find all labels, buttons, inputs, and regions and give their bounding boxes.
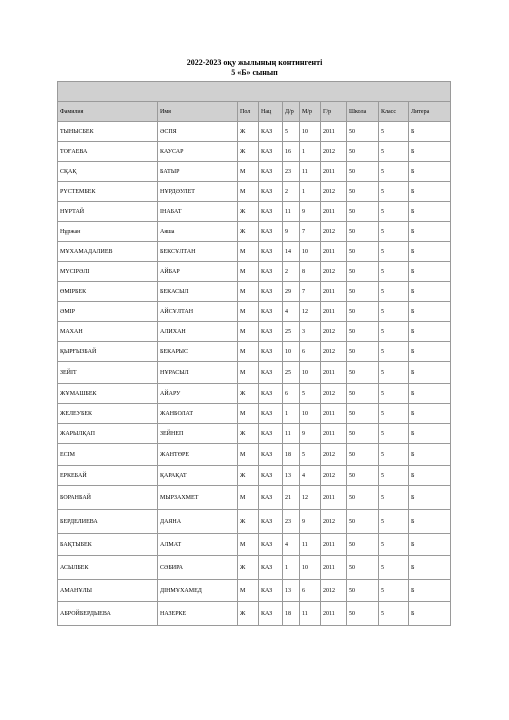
gender-cell: Ж (238, 466, 259, 486)
name-cell: ЖАНБОЛАТ (158, 404, 238, 424)
name-cell: АЙБАР (158, 262, 238, 282)
grade-cell: 5 (379, 384, 409, 404)
letter-cell: Б (409, 182, 451, 202)
birth-year-cell: 2011 (321, 404, 347, 424)
letter-cell: Б (409, 362, 451, 384)
table-row (58, 202, 451, 222)
name-cell: ІНАБАТ (158, 202, 238, 222)
school-cell: 50 (347, 242, 379, 262)
birth-day-cell: 6 (283, 384, 300, 404)
birth-month-cell: 10 (300, 362, 321, 384)
letter-cell: Б (409, 534, 451, 556)
surname-cell: ЖЕЛЕУБЕК (58, 404, 158, 424)
name-cell: Аяша (158, 222, 238, 242)
birth-day-cell: 23 (283, 162, 300, 182)
letter-cell: Б (409, 162, 451, 182)
birth-year-cell: 2012 (321, 182, 347, 202)
name-cell: КАУСАР (158, 142, 238, 162)
birth-month-cell: 9 (300, 202, 321, 222)
gender-cell: Ж (238, 384, 259, 404)
birth-day-cell: 11 (283, 202, 300, 222)
surname-cell: МАХАН (58, 322, 158, 342)
column-header: Школа (347, 102, 379, 122)
school-cell: 50 (347, 322, 379, 342)
letter-cell: Б (409, 222, 451, 242)
name-cell: ҚАРАҚАТ (158, 466, 238, 486)
letter-cell: Б (409, 580, 451, 602)
table-row (58, 486, 451, 510)
school-cell: 50 (347, 222, 379, 242)
table-row (58, 444, 451, 466)
birth-day-cell: 2 (283, 182, 300, 202)
nationality-cell: КАЗ (259, 202, 283, 222)
gender-cell: М (238, 302, 259, 322)
school-cell: 50 (347, 182, 379, 202)
birth-month-cell: 10 (300, 404, 321, 424)
surname-cell: МҮСІРӘЛІ (58, 262, 158, 282)
school-cell: 50 (347, 262, 379, 282)
school-cell: 50 (347, 534, 379, 556)
surname-cell: АБРОЙБЕРДЫЕВА (58, 602, 158, 626)
name-cell: СӘБИРА (158, 556, 238, 580)
table-row (58, 466, 451, 486)
letter-cell: Б (409, 466, 451, 486)
gender-cell: М (238, 444, 259, 466)
grade-cell: 5 (379, 322, 409, 342)
surname-cell: НҰРТАЙ (58, 202, 158, 222)
birth-day-cell: 1 (283, 556, 300, 580)
table-row (58, 262, 451, 282)
grade-cell: 5 (379, 262, 409, 282)
surname-cell: ЕСІМ (58, 444, 158, 466)
gender-cell: Ж (238, 424, 259, 444)
birth-year-cell: 2011 (321, 282, 347, 302)
birth-month-cell: 6 (300, 580, 321, 602)
birth-day-cell: 2 (283, 262, 300, 282)
birth-year-cell: 2011 (321, 556, 347, 580)
nationality-cell: КАЗ (259, 602, 283, 626)
school-cell: 50 (347, 142, 379, 162)
name-cell: МЫРЗАХМЕТ (158, 486, 238, 510)
grade-cell: 5 (379, 242, 409, 262)
name-cell: БЕКАСЫЛ (158, 282, 238, 302)
title-line-class: 5 «Б» сынып (231, 68, 278, 77)
nationality-cell: КАЗ (259, 384, 283, 404)
nationality-cell: КАЗ (259, 342, 283, 362)
school-cell: 50 (347, 466, 379, 486)
grade-cell: 5 (379, 182, 409, 202)
nationality-cell: КАЗ (259, 580, 283, 602)
nationality-cell: КАЗ (259, 404, 283, 424)
gender-cell: М (238, 242, 259, 262)
grade-cell: 5 (379, 142, 409, 162)
name-cell: НҰРДӘУЛЕТ (158, 182, 238, 202)
surname-cell: ЖҰМАШБЕК (58, 384, 158, 404)
name-cell: НҰРАСЫЛ (158, 362, 238, 384)
nationality-cell: КАЗ (259, 222, 283, 242)
birth-year-cell: 2011 (321, 162, 347, 182)
birth-year-cell: 2012 (321, 444, 347, 466)
nationality-cell: КАЗ (259, 362, 283, 384)
nationality-cell: КАЗ (259, 262, 283, 282)
birth-year-cell: 2012 (321, 262, 347, 282)
birth-year-cell: 2011 (321, 602, 347, 626)
name-cell: ӘСПЯ (158, 122, 238, 142)
school-cell: 50 (347, 282, 379, 302)
birth-month-cell: 11 (300, 534, 321, 556)
nationality-cell: КАЗ (259, 282, 283, 302)
birth-year-cell: 2012 (321, 580, 347, 602)
column-header: Класс (379, 102, 409, 122)
nationality-cell: КАЗ (259, 322, 283, 342)
nationality-cell: КАЗ (259, 444, 283, 466)
birth-day-cell: 9 (283, 222, 300, 242)
birth-month-cell: 7 (300, 222, 321, 242)
column-header: Имя (158, 102, 238, 122)
surname-cell: РҮСТЕМБЕК (58, 182, 158, 202)
birth-year-cell: 2011 (321, 302, 347, 322)
nationality-cell: КАЗ (259, 424, 283, 444)
gender-cell: М (238, 486, 259, 510)
name-cell: АЛМАТ (158, 534, 238, 556)
letter-cell: Б (409, 122, 451, 142)
nationality-cell: КАЗ (259, 466, 283, 486)
name-cell: АЙАРУ (158, 384, 238, 404)
nationality-cell: КАЗ (259, 142, 283, 162)
nationality-cell: КАЗ (259, 556, 283, 580)
grade-cell: 5 (379, 466, 409, 486)
school-cell: 50 (347, 424, 379, 444)
school-cell: 50 (347, 444, 379, 466)
table-row (58, 362, 451, 384)
grade-cell: 5 (379, 282, 409, 302)
surname-cell: Нұржан (58, 222, 158, 242)
birth-year-cell: 2012 (321, 466, 347, 486)
birth-year-cell: 2012 (321, 142, 347, 162)
birth-day-cell: 14 (283, 242, 300, 262)
birth-year-cell: 2011 (321, 202, 347, 222)
surname-cell: ТЫНЫСБЕК (58, 122, 158, 142)
surname-cell: ЖАРЫЛҚАП (58, 424, 158, 444)
surname-cell: АСЫЛБЕК (58, 556, 158, 580)
gender-cell: М (238, 534, 259, 556)
birth-day-cell: 11 (283, 424, 300, 444)
school-cell: 50 (347, 580, 379, 602)
birth-day-cell: 4 (283, 302, 300, 322)
grade-cell: 5 (379, 404, 409, 424)
gender-cell: М (238, 404, 259, 424)
nationality-cell: КАЗ (259, 162, 283, 182)
title-line-year: 2022-2023 оқу жылының контингенті (186, 58, 323, 67)
gender-cell: Ж (238, 122, 259, 142)
surname-cell: ӨМІРБЕК (58, 282, 158, 302)
gender-cell: М (238, 262, 259, 282)
table-row (58, 556, 451, 580)
birth-day-cell: 29 (283, 282, 300, 302)
surname-cell: БОРАНБАЙ (58, 486, 158, 510)
letter-cell: Б (409, 424, 451, 444)
grade-cell: 5 (379, 486, 409, 510)
nationality-cell: КАЗ (259, 302, 283, 322)
table-header-band (58, 82, 451, 102)
birth-month-cell: 11 (300, 602, 321, 626)
grade-cell: 5 (379, 222, 409, 242)
grade-cell: 5 (379, 122, 409, 142)
school-cell: 50 (347, 602, 379, 626)
birth-month-cell: 1 (300, 182, 321, 202)
birth-day-cell: 4 (283, 534, 300, 556)
grade-cell: 5 (379, 444, 409, 466)
table-row (58, 322, 451, 342)
birth-month-cell: 3 (300, 322, 321, 342)
table-row (58, 342, 451, 362)
birth-year-cell: 2011 (321, 486, 347, 510)
birth-month-cell: 10 (300, 556, 321, 580)
name-cell: АЛИХАН (158, 322, 238, 342)
birth-day-cell: 25 (283, 322, 300, 342)
school-cell: 50 (347, 342, 379, 362)
grade-cell: 5 (379, 342, 409, 362)
name-cell: ДІНМҰХАМЕД (158, 580, 238, 602)
birth-year-cell: 2012 (321, 322, 347, 342)
birth-year-cell: 2011 (321, 122, 347, 142)
grade-cell: 5 (379, 302, 409, 322)
surname-cell: СҚАҚ (58, 162, 158, 182)
birth-year-cell: 2011 (321, 362, 347, 384)
school-cell: 50 (347, 486, 379, 510)
letter-cell: Б (409, 556, 451, 580)
table-row (58, 142, 451, 162)
nationality-cell: КАЗ (259, 242, 283, 262)
gender-cell: М (238, 182, 259, 202)
birth-month-cell: 11 (300, 162, 321, 182)
birth-day-cell: 16 (283, 142, 300, 162)
column-header: Фамилия (58, 102, 158, 122)
birth-month-cell: 10 (300, 242, 321, 262)
birth-day-cell: 13 (283, 580, 300, 602)
table-row (58, 602, 451, 626)
school-cell: 50 (347, 162, 379, 182)
birth-day-cell: 13 (283, 466, 300, 486)
school-cell: 50 (347, 202, 379, 222)
birth-day-cell: 18 (283, 444, 300, 466)
school-cell: 50 (347, 362, 379, 384)
school-cell: 50 (347, 302, 379, 322)
gender-cell: Ж (238, 556, 259, 580)
column-header: Г/р (321, 102, 347, 122)
column-header: Литера (409, 102, 451, 122)
surname-cell: БАҚТЫБЕК (58, 534, 158, 556)
table-row (58, 242, 451, 262)
birth-day-cell: 21 (283, 486, 300, 510)
grade-cell: 5 (379, 580, 409, 602)
nationality-cell: КАЗ (259, 182, 283, 202)
birth-day-cell: 1 (283, 404, 300, 424)
birth-month-cell: 5 (300, 444, 321, 466)
birth-month-cell: 9 (300, 424, 321, 444)
birth-month-cell: 7 (300, 282, 321, 302)
gender-cell: М (238, 580, 259, 602)
nationality-cell: КАЗ (259, 534, 283, 556)
birth-month-cell: 12 (300, 302, 321, 322)
letter-cell: Б (409, 262, 451, 282)
letter-cell: Б (409, 486, 451, 510)
grade-cell: 5 (379, 510, 409, 534)
letter-cell: Б (409, 510, 451, 534)
birth-month-cell: 10 (300, 122, 321, 142)
school-cell: 50 (347, 122, 379, 142)
nationality-cell: КАЗ (259, 122, 283, 142)
birth-month-cell: 9 (300, 510, 321, 534)
birth-month-cell: 5 (300, 384, 321, 404)
name-cell: БЕКАРЫС (158, 342, 238, 362)
letter-cell: Б (409, 282, 451, 302)
surname-cell: ЗЕЙІТ (58, 362, 158, 384)
name-cell: ДАЯНА (158, 510, 238, 534)
name-cell: ЗЕЙНЕП (158, 424, 238, 444)
letter-cell: Б (409, 404, 451, 424)
column-header: М/р (300, 102, 321, 122)
surname-cell: БЕРДЕЛИЕВА (58, 510, 158, 534)
table-row (58, 580, 451, 602)
table-row (58, 282, 451, 302)
name-cell: БАТЫР (158, 162, 238, 182)
column-header: Пол (238, 102, 259, 122)
birth-day-cell: 18 (283, 602, 300, 626)
birth-day-cell: 23 (283, 510, 300, 534)
table-row (58, 182, 451, 202)
grade-cell: 5 (379, 556, 409, 580)
grade-cell: 5 (379, 362, 409, 384)
table-row (58, 534, 451, 556)
name-cell: ЖАНТӨРЕ (158, 444, 238, 466)
school-cell: 50 (347, 556, 379, 580)
birth-year-cell: 2012 (321, 222, 347, 242)
nationality-cell: КАЗ (259, 486, 283, 510)
surname-cell: ҚЫРҒЫЗБАЙ (58, 342, 158, 362)
letter-cell: Б (409, 322, 451, 342)
gender-cell: М (238, 162, 259, 182)
table-row (58, 424, 451, 444)
birth-month-cell: 8 (300, 262, 321, 282)
gender-cell: Ж (238, 222, 259, 242)
surname-cell: ЕРКЕБАЙ (58, 466, 158, 486)
table-body (58, 122, 451, 626)
table-row (58, 222, 451, 242)
gender-cell: М (238, 362, 259, 384)
nationality-cell: КАЗ (259, 510, 283, 534)
grade-cell: 5 (379, 602, 409, 626)
grade-cell: 5 (379, 534, 409, 556)
birth-day-cell: 25 (283, 362, 300, 384)
table-row (58, 384, 451, 404)
gender-cell: Ж (238, 602, 259, 626)
table-row (58, 510, 451, 534)
document-title (0, 58, 509, 78)
letter-cell: Б (409, 444, 451, 466)
gender-cell: Ж (238, 202, 259, 222)
birth-day-cell: 10 (283, 342, 300, 362)
grade-cell: 5 (379, 202, 409, 222)
column-header: Д/р (283, 102, 300, 122)
gender-cell: Ж (238, 510, 259, 534)
grade-cell: 5 (379, 162, 409, 182)
surname-cell: ӘМІР (58, 302, 158, 322)
letter-cell: Б (409, 202, 451, 222)
school-cell: 50 (347, 404, 379, 424)
letter-cell: Б (409, 384, 451, 404)
surname-cell: МҰХАМАДАЛИЕВ (58, 242, 158, 262)
birth-year-cell: 2012 (321, 384, 347, 404)
column-header: Нац (259, 102, 283, 122)
table-row (58, 404, 451, 424)
birth-year-cell: 2011 (321, 534, 347, 556)
gender-cell: М (238, 282, 259, 302)
gender-cell: М (238, 322, 259, 342)
school-cell: 50 (347, 510, 379, 534)
name-cell: БЕКСҰЛТАН (158, 242, 238, 262)
birth-day-cell: 5 (283, 122, 300, 142)
birth-year-cell: 2011 (321, 424, 347, 444)
grade-cell: 5 (379, 424, 409, 444)
school-cell: 50 (347, 384, 379, 404)
surname-cell: АМАНҰЛЫ (58, 580, 158, 602)
name-cell: АЙСҰЛТАН (158, 302, 238, 322)
letter-cell: Б (409, 342, 451, 362)
letter-cell: Б (409, 142, 451, 162)
birth-month-cell: 6 (300, 342, 321, 362)
letter-cell: Б (409, 602, 451, 626)
birth-month-cell: 12 (300, 486, 321, 510)
birth-year-cell: 2012 (321, 342, 347, 362)
letter-cell: Б (409, 242, 451, 262)
birth-year-cell: 2012 (321, 510, 347, 534)
table-row (58, 302, 451, 322)
gender-cell: Ж (238, 142, 259, 162)
surname-cell: ТОҒАЕВА (58, 142, 158, 162)
gender-cell: М (238, 342, 259, 362)
birth-month-cell: 1 (300, 142, 321, 162)
name-cell: НАЗЕРКЕ (158, 602, 238, 626)
birth-month-cell: 4 (300, 466, 321, 486)
birth-year-cell: 2011 (321, 242, 347, 262)
letter-cell: Б (409, 302, 451, 322)
table-row (58, 162, 451, 182)
table-header-row (58, 102, 451, 122)
table-row (58, 122, 451, 142)
student-table (57, 81, 451, 626)
